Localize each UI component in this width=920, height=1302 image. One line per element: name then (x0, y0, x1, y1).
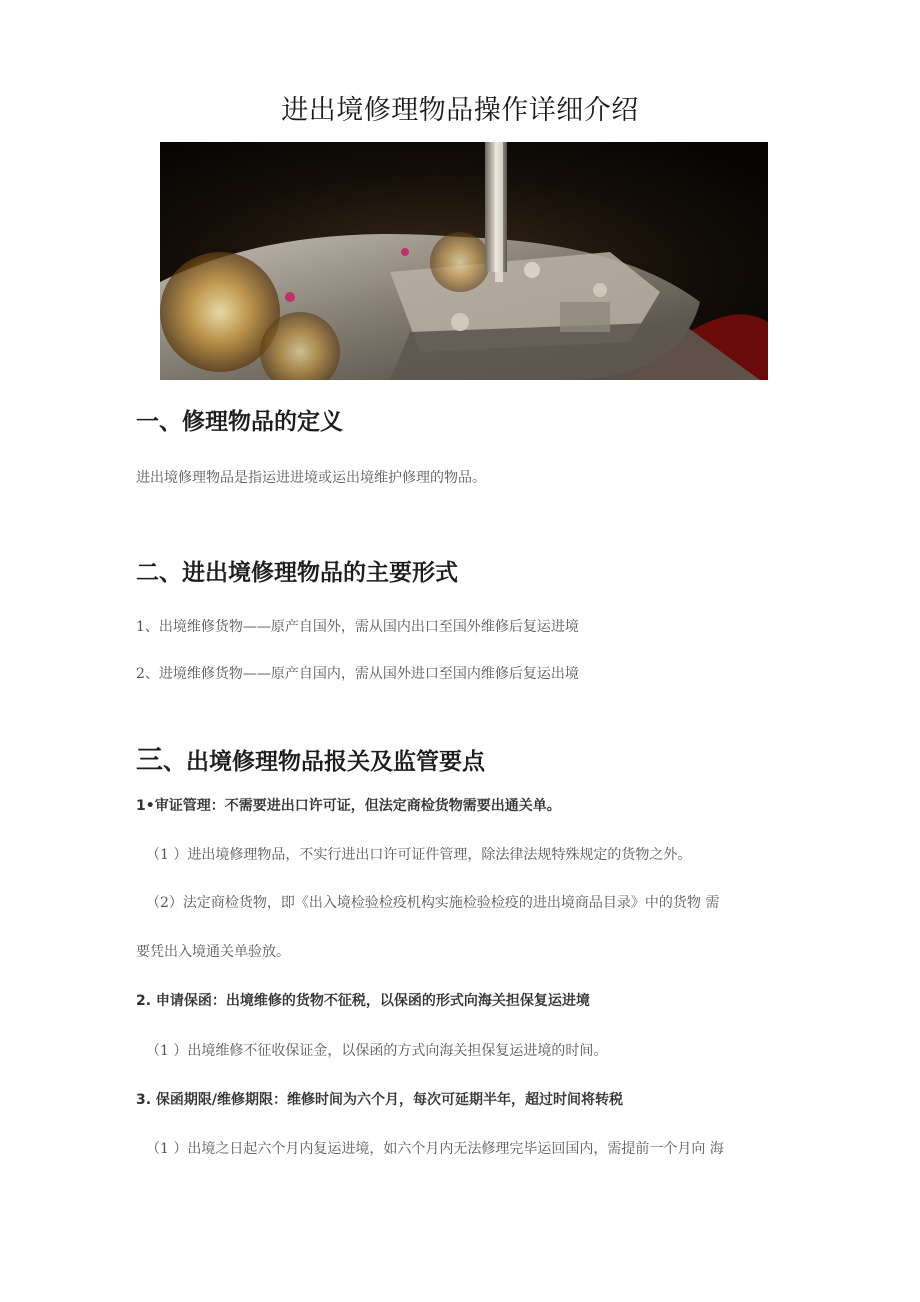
section-heading-definition: 一、修理物品的定义 (136, 409, 343, 435)
watch-movement-photo-icon (160, 142, 768, 380)
item-line: （1 ）出境之日起六个月内复运进境，如六个月内无法修理完毕运回国内，需提前一个月向 海 (146, 1141, 724, 1157)
paragraph-definition: 进出境修理物品是指运进进境或运出境维护修理的物品。 (136, 470, 486, 486)
section-heading-number: 三 (136, 745, 163, 776)
item-line: （2）法定商检货物，即《出入境检验检疫机构实施检验检疫的进出境商品目录》中的货物 需 (146, 895, 720, 911)
item-title-period: 3. 保函期限/维修期限：维修时间为六个月，每次可延期半年，超过时间将转税 (136, 1092, 624, 1108)
item-line: （1 ）进出境修理物品，不实行进出口许可证件管理，除法律法规特殊规定的货物之外。 (146, 847, 692, 863)
section-heading-customs (136, 738, 485, 777)
section-heading-text: 、出境修理物品报关及监管要点 (163, 749, 485, 775)
section-heading-forms: 二、进出境修理物品的主要形式 (136, 560, 458, 586)
page-title: 进出境修理物品操作详细介绍 (281, 95, 639, 126)
item-line: 要凭出入境通关单验放。 (136, 944, 290, 960)
paragraph-outbound-repair: 1、出境维修货物——原产自国外，需从国内出口至国外维修后复运进境 (136, 619, 579, 635)
paragraph-inbound-repair: 2、进境维修货物——原产自国内，需从国外进口至国内维修后复运出境 (136, 666, 579, 682)
item-title-license: 1•审证管理：不需要进出口许可证，但法定商检货物需要出通关单。 (136, 798, 561, 814)
item-title-guarantee: 2. 申请保函：出境维修的货物不征税，以保函的形式向海关担保复运进境 (136, 993, 590, 1009)
hero-image (160, 142, 768, 380)
item-line: （1 ）出境维修不征收保证金，以保函的方式向海关担保复运进境的时间。 (146, 1043, 608, 1059)
